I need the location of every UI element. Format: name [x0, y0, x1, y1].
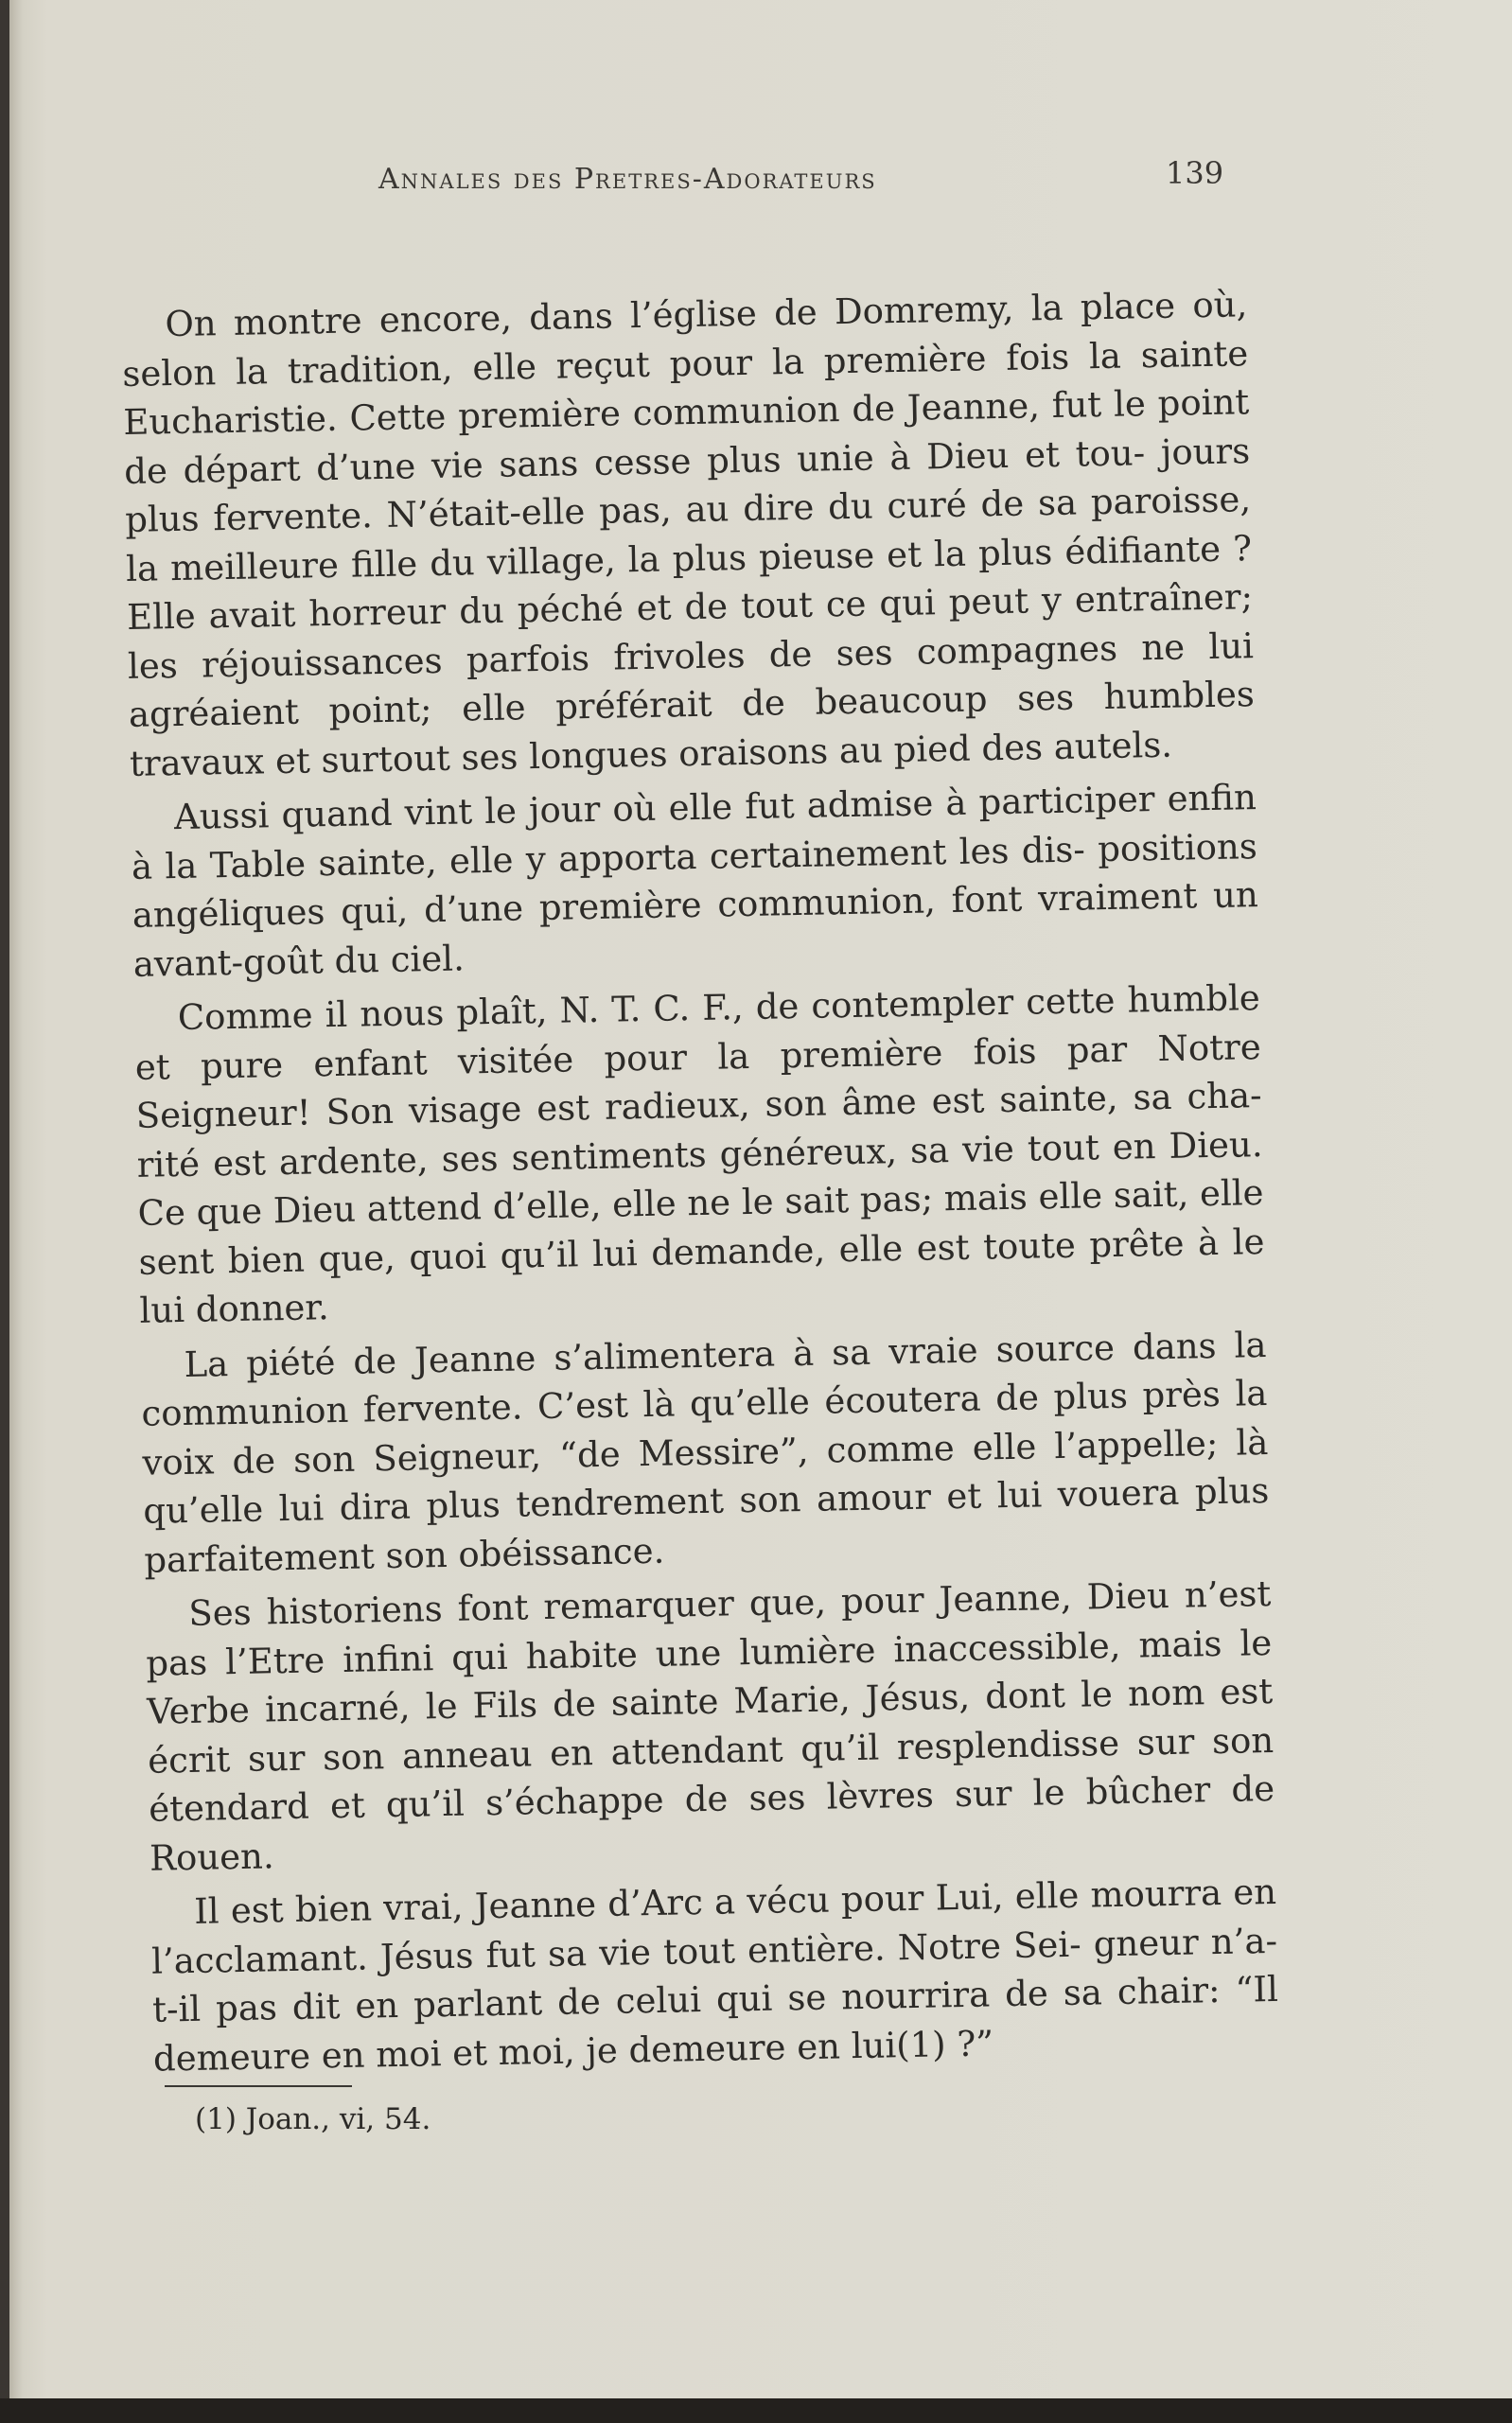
paragraph-1: On montre encore, dans l’église de Domremy, la place où, selon la tradition, elle reçut pour la première fois la sainte Eucharistie. Cette première communion de Jeanne, fut le point de départ d’une vie sans cesse plus unie à Dieu et tou- jours plus fervente. N’était-elle pas, au dire du curé de sa paroisse, la meilleure fille du village, la plus pieuse et la plus édifiante ? Elle avait horreur du péché et de tout ce qui peut y entraîner; les réjouissances parfois frivoles de ses compagnes ne lui agréaient point; elle préférait de beaucoup ses humbles travaux et surtout ses longues oraisons au pied des autels. [122, 284, 1256, 784]
paragraph-2: Aussi quand vint le jour où elle fut admise à participer enfin à la Table sainte, elle y apporta certainement les dis- positions angéliques qui, d’une première communion, font vraiment un avant-goût du ciel. [131, 777, 1259, 985]
footnote: (1) Joan., vi, 54. [195, 2102, 431, 2136]
book-page [9, 0, 1512, 2398]
book-spine-shadow [0, 0, 9, 2423]
paragraph-5: Ses historiens font remarquer que, pour Jeanne, Dieu n’est pas l’Etre infini qui habite une lumière inaccessible, mais le Verbe incarné, le Fils de sainte Marie, Jésus, dont le nom est écrit sur son anneau en attendant qu’il resplendisse sur son étendard et qu’il s’échappe de ses lèvres sur le bûcher de Rouen. [145, 1572, 1275, 1879]
running-title: Annales des Pretres-Adorateurs [378, 163, 877, 196]
page-bottom-edge [0, 2398, 1512, 2423]
body-text [121, 280, 1279, 2088]
page-number: 139 [1166, 155, 1224, 191]
paragraph-3: Comme il nous plaît, N. T. C. F., de contempler cette humble et pure enfant visitée pour la première fois par Notre Seigneur! Son visage est radieux, son âme est sainte, sa cha- rité est ardente, ses sentiments généreux, sa vie tout en Dieu. Ce que Dieu attend d’elle, elle ne le sait pas; mais elle sait, elle sent bien que, quoi qu’il lui demande, elle est toute prête à le lui donner. [134, 977, 1265, 1331]
paragraph-4: La piété de Jeanne s’alimentera à sa vraie source dans la communion fervente. C’est là qu’elle écoutera de plus près la voix de son Seigneur, “de Messire”, comme elle l’appelle; là qu’elle lui dira plus tendrement son amour et lui vouera plus parfaitement son obéissance. [141, 1324, 1270, 1581]
paragraph-6: Il est bien vrai, Jeanne d’Arc a vécu pour Lui, elle mourra en l’acclamant. Jésus fut sa vie tout entière. Notre Sei- gneur n’a-t-il pas dit en parlant de celui qui se nourrira de sa chair: “Il demeure en moi et moi, je demeure en lui(1) ?” [150, 1870, 1279, 2080]
footnote-rule [165, 2085, 352, 2087]
